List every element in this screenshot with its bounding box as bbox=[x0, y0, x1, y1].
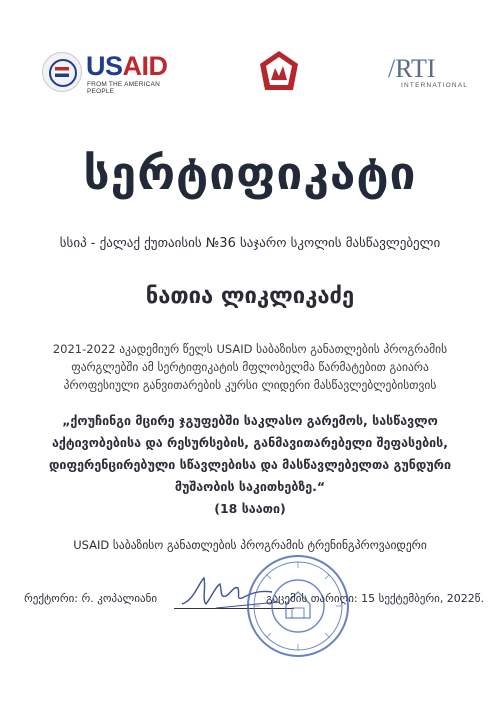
course-title: „ქოუჩინგი მცირე ჯგუფებში საკლასო გარემოს, სასწავლო აქტივობებისა და რესურსების, განმავითარებელი შეფასების, დიფერენცირებული სწავლებისა და მასწავლებელთა გუნდური მუშაობის საკითხებზე.“ bbox=[48, 413, 452, 494]
usaid-seal-icon bbox=[42, 52, 82, 92]
course-hours: (18 საათი) bbox=[214, 501, 286, 516]
recipient-name: ნათია ლიკლიკაძე bbox=[145, 284, 355, 309]
rti-wordmark: /RTI bbox=[388, 54, 436, 83]
usaid-logo bbox=[42, 50, 172, 95]
certificate-body: 2021-2022 აკადემიურ წელს USAID საბაზისო განათლების პროგრამის ფარგლებში ამ სერტიფიკატის მფლობელმა წარმატებით გაიარა პროფესიული განვითარების კურსი ლიდერი მასწავლებლებისთვის bbox=[52, 342, 448, 392]
official-stamp bbox=[246, 554, 350, 658]
recipient-position: სსიპ - ქალაქ ქუთაისის №36 საჯარო სკოლის მასწავლებელი bbox=[59, 236, 441, 251]
training-provider: USAID საბაზისო განათლების პროგრამის ტრენინგპროვაიდერი bbox=[73, 538, 427, 552]
university-emblem-icon bbox=[259, 50, 299, 94]
logo-header bbox=[0, 0, 500, 110]
usaid-tagline: FROM THE AMERICAN PEOPLE bbox=[87, 81, 160, 95]
rti-logo bbox=[388, 56, 468, 88]
usaid-wordmark: USAID bbox=[86, 51, 168, 81]
rector-label: რექტორი: რ. კოპალიანი bbox=[24, 592, 158, 605]
rti-subtitle: INTERNATIONAL bbox=[401, 82, 469, 89]
issue-date: გაცემის თარიღი: 15 სექტემბერი, 2022წ. bbox=[266, 592, 484, 605]
certificate-title: სერტიფიკატი bbox=[83, 146, 417, 200]
signature-footer bbox=[24, 584, 484, 694]
